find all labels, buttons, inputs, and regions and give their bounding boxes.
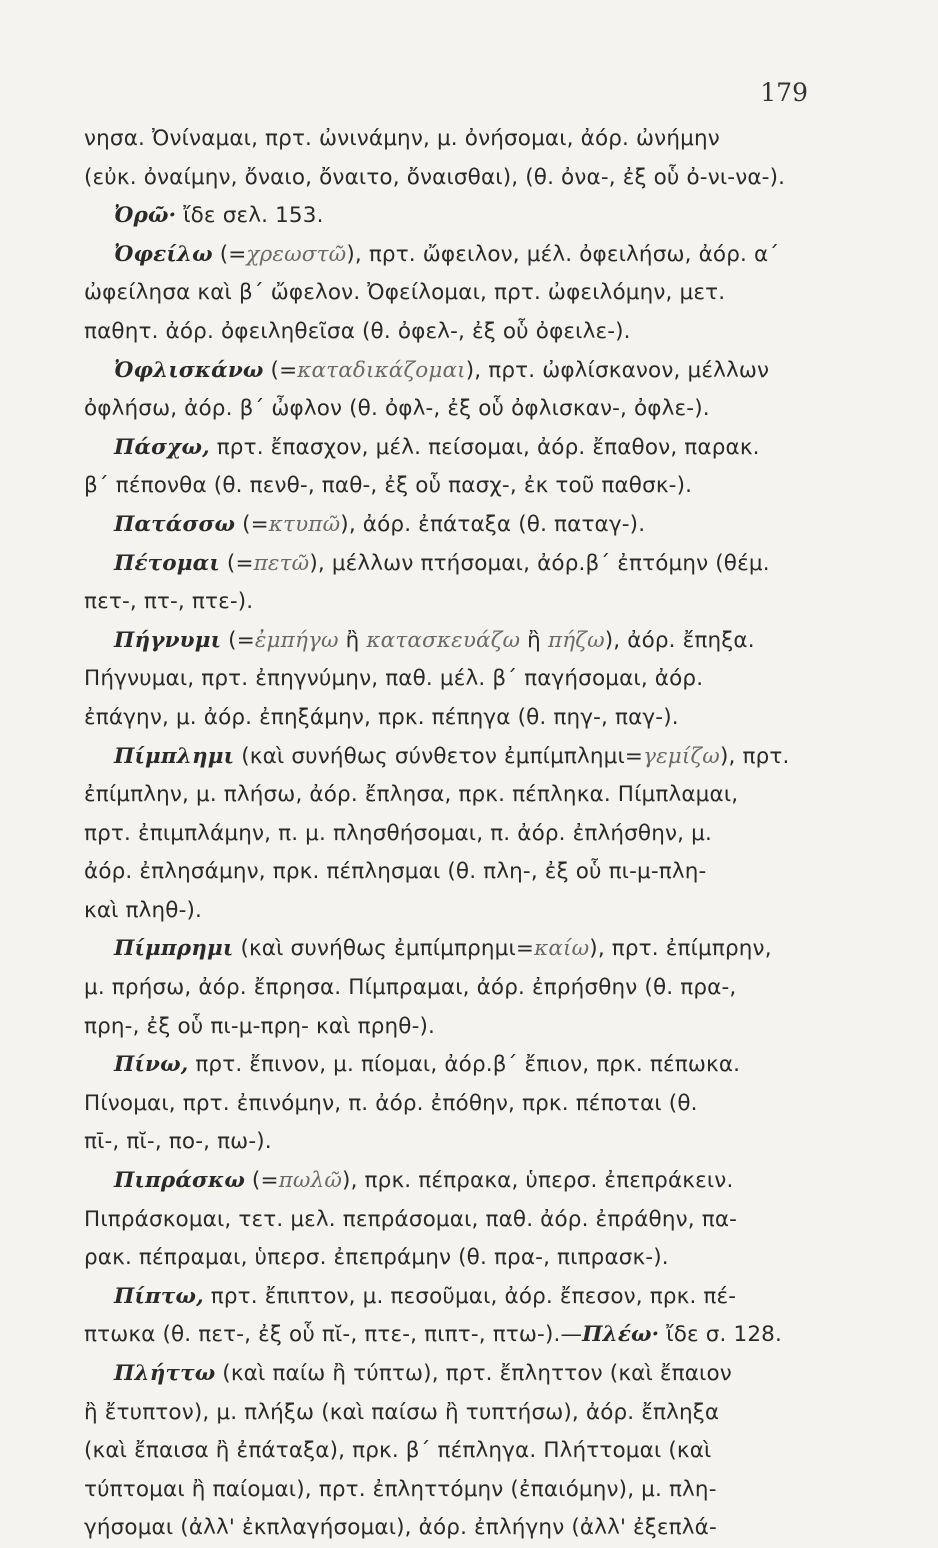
text-line: [84, 1123, 824, 1162]
headword: Πατάσσω: [114, 511, 236, 537]
text-line: [84, 1509, 824, 1548]
entry-text: πῑ-, πῐ-, πο-, πω-).: [84, 1129, 272, 1155]
text-line: [84, 1201, 824, 1240]
entry-text: ), ἀόρ. ἔπηξα.: [604, 627, 755, 653]
text-line: [84, 1046, 824, 1085]
text-line: [84, 1008, 824, 1047]
entry-text: ), μέλλων πτήσομαι, ἀόρ.β΄ ἐπτόμην (θέμ.: [309, 550, 770, 576]
text-line: [84, 699, 824, 738]
gloss: καταδικάζομαι: [297, 357, 466, 383]
text-line: [84, 1085, 824, 1124]
text-line: [84, 969, 824, 1008]
entry-text: ἐπίμπλην, μ. πλήσω, ἀόρ. ἔπλησα, πρκ. πέπληκα. Πίμπλαμαι,: [84, 782, 739, 808]
text-line: [84, 197, 824, 236]
text-line: [84, 545, 824, 584]
headword: Πήγνυμι: [114, 627, 222, 653]
entry-text: (καὶ συνήθως ἐμπίμπρημι=: [233, 936, 535, 962]
entry-text: καὶ πληθ-).: [84, 897, 203, 923]
text-line: [84, 120, 824, 159]
entry-text: πτωκα (θ. πετ-, ἐξ οὗ πῐ-, πτε-, πιπτ-, πτω-).—: [84, 1322, 583, 1348]
text-line: [84, 159, 824, 198]
headword: Ὀρῶ·: [114, 203, 177, 229]
entry-text: πρτ. ἔπασχον, μέλ. πείσομαι, ἀόρ. ἔπαθον, παρακ.: [209, 434, 760, 460]
text-line: [84, 738, 824, 777]
text-line: [84, 390, 824, 429]
headword: Ὀφλισκάνω: [114, 357, 264, 383]
gloss: πήζω: [547, 627, 605, 653]
entry-text: γήσομαι (ἀλλ' ἐκπλαγήσομαι), ἀόρ. ἐπλήγην (ἀλλ' ἐξεπλά-: [84, 1515, 717, 1541]
entry-text: Πίνομαι, πρτ. ἐπινόμην, π. ἀόρ. ἐπόθην, πρκ. πέποται (θ.: [84, 1090, 698, 1116]
entry-text: ), πρτ. ἐπίμπρην,: [589, 936, 772, 962]
entry-text: ), ἀόρ. ἐπάταξα (θ. παταγ-).: [340, 511, 646, 537]
entry-text: ἴδε σελ. 153.: [176, 203, 324, 229]
gloss: κτυπῶ: [268, 511, 341, 537]
entry-text: Πήγνυμαι, πρτ. ἐπηγνύμην, παθ. μέλ. β΄ παγήσομαι, ἀόρ.: [84, 666, 704, 692]
entry-text: (=: [221, 627, 255, 653]
text-line: [84, 506, 824, 545]
entry-text: ), πρτ. ὠφλίσκανον, μέλλων: [465, 357, 770, 383]
headword: Πέτομαι: [114, 550, 220, 576]
entry-text: (καὶ παίω ἢ τύπτω), πρτ. ἔπληττον (καὶ ἔπαιον: [215, 1361, 732, 1386]
entry-text: τύπτομαι ἢ παίομαι), πρτ. ἐπληττόμην (ἐπαιόμην), μ. πλη-: [84, 1476, 717, 1502]
headword: Πίμπρημι: [114, 936, 234, 962]
text-line: [84, 274, 824, 313]
text-line: [84, 1316, 824, 1355]
dictionary-text: [84, 120, 824, 1548]
text-line: [84, 660, 824, 699]
entry-text: πρτ. ἐπιμπλάμην, π. μ. πλησθήσομαι, π. ἀόρ. ἐπλήσθην, μ.: [84, 820, 712, 846]
text-line: [84, 622, 824, 661]
text-line: [84, 583, 824, 622]
page-number: 179: [760, 78, 808, 107]
entry-text: β΄ πέπονθα (θ. πενθ-, παθ-, ἐξ οὗ πασχ-, ἐκ τοῦ παθσκ-).: [84, 473, 693, 499]
entry-text: ἢ ἔτυπτον), μ. πλήξω (καὶ παίσω ἢ τυπτήσω), ἀόρ. ἔπληξα: [84, 1399, 720, 1425]
text-line: [84, 1432, 824, 1471]
headword: Πλήττω: [114, 1361, 216, 1386]
text-line: [84, 815, 824, 854]
entry-text: ὠφείλησα καὶ β΄ ὤφελον. Ὀφείλομαι, πρτ. ὠφειλόμην, μετ.: [84, 280, 726, 306]
entry-text: ἐπάγην, μ. ἀόρ. ἐπηξάμην, πρκ. πέπηγα (θ. πηγ-, παγ-).: [84, 704, 679, 730]
entry-text: ), πρκ. πέπρακα, ὑπερσ. ἐπεπράκειν.: [342, 1168, 734, 1194]
entry-text: (=: [212, 241, 247, 267]
entry-text: πρη-, ἐξ οὗ πι-μ-πρη- καὶ πρηθ-).: [84, 1013, 435, 1039]
text-line: [84, 313, 824, 352]
text-line: [84, 1162, 824, 1201]
text-line: [84, 930, 824, 969]
gloss: κατασκευάζω: [366, 627, 521, 653]
headword: Πιπράσκω: [114, 1168, 245, 1194]
entry-text: (καὶ συνήθως σύνθετον ἐμπίμπλημι=: [234, 743, 644, 769]
entry-text: πρτ. ἔπιπτον, μ. πεσοῦμαι, ἀόρ. ἔπεσον, πρκ. πέ-: [203, 1283, 737, 1309]
entry-text: Πιπράσκομαι, τετ. μελ. πεπράσομαι, παθ. ἀόρ. ἐπράθην, πα-: [84, 1206, 738, 1232]
entry-text: (=: [263, 357, 298, 383]
entry-text: νησα. Ὀνίναμαι, πρτ. ὠνινάμην, μ. ὀνήσομαι, ἀόρ. ὠνήμην: [84, 126, 720, 151]
text-line: [84, 892, 824, 931]
headword: Πάσχω,: [114, 434, 210, 460]
entry-text: πετ-, πτ-, πτε-).: [84, 589, 254, 615]
entry-text: (=: [235, 511, 269, 537]
text-line: [84, 1394, 824, 1433]
entry-text: ὀφλήσω, ἀόρ. β΄ ὦφλον (θ. ὀφλ-, ἐξ οὗ ὀφλισκαν-, ὀφλε-).: [84, 396, 710, 422]
gloss: πωλῶ: [278, 1168, 343, 1194]
entry-text: (=: [219, 550, 254, 576]
gloss: ἐμπήγω: [254, 627, 339, 653]
entry-text: ρακ. πέπραμαι, ὑπερσ. ἐπεπράμην (θ. πρα-, πιπρασκ-).: [84, 1245, 669, 1271]
gloss: γεμίζω: [643, 743, 720, 769]
entry-text: παθητ. ἀόρ. ὀφειληθεῖσα (θ. ὀφελ-, ἐξ οὗ ὀφειλε-).: [84, 318, 631, 344]
entry-text: ἴδε σ. 128.: [659, 1322, 782, 1348]
text-line: [84, 1471, 824, 1510]
headword: Πίμπλημι: [114, 743, 235, 769]
text-line: [84, 1239, 824, 1278]
text-line: [84, 1355, 824, 1394]
entry-text: πρτ. ἔπινον, μ. πίομαι, ἀόρ.β΄ ἔπιον, πρκ. πέπωκα.: [188, 1052, 741, 1078]
gloss: χρεωστῶ: [246, 241, 347, 267]
entry-text: (εὐκ. ὀναίμην, ὄναιο, ὄναιτο, ὄναισθαι), (θ. ὀνα-, ἐξ οὗ ὀ-νι-να-).: [84, 164, 786, 190]
entry-text: ἢ: [520, 627, 548, 653]
text-line: [84, 352, 824, 391]
headword: Πίνω,: [114, 1052, 189, 1078]
entry-text: ), πρτ.: [719, 743, 790, 769]
entry-text: ἢ: [338, 627, 367, 653]
gloss: καίω: [534, 936, 590, 962]
text-line: [84, 776, 824, 815]
entry-text: (καὶ ἔπαισα ἢ ἐπάταξα), πρκ. β΄ πέπληγα. Πλήττομαι (καὶ: [84, 1438, 712, 1464]
text-line: [84, 429, 824, 468]
headword: Πλέω·: [582, 1322, 660, 1348]
text-line: [84, 1278, 824, 1317]
text-line: [84, 236, 824, 275]
headword: Πίπτω,: [114, 1283, 204, 1309]
text-line: [84, 853, 824, 892]
entry-text: μ. πρήσω, ἀόρ. ἔπρησα. Πίμπραμαι, ἀόρ. ἐπρήσθην (θ. πρα-,: [84, 975, 737, 1001]
entry-text: (=: [244, 1168, 279, 1194]
gloss: πετῶ: [253, 550, 310, 576]
headword: Ὀφείλω: [114, 241, 213, 267]
text-line: [84, 467, 824, 506]
entry-text: ), πρτ. ὤφειλον, μέλ. ὀφειλήσω, ἀόρ. α΄: [346, 241, 780, 267]
entry-text: ἀόρ. ἐπλησάμην, πρκ. πέπλησμαι (θ. πλη-, ἐξ οὗ πι-μ-πλη-: [84, 859, 707, 885]
